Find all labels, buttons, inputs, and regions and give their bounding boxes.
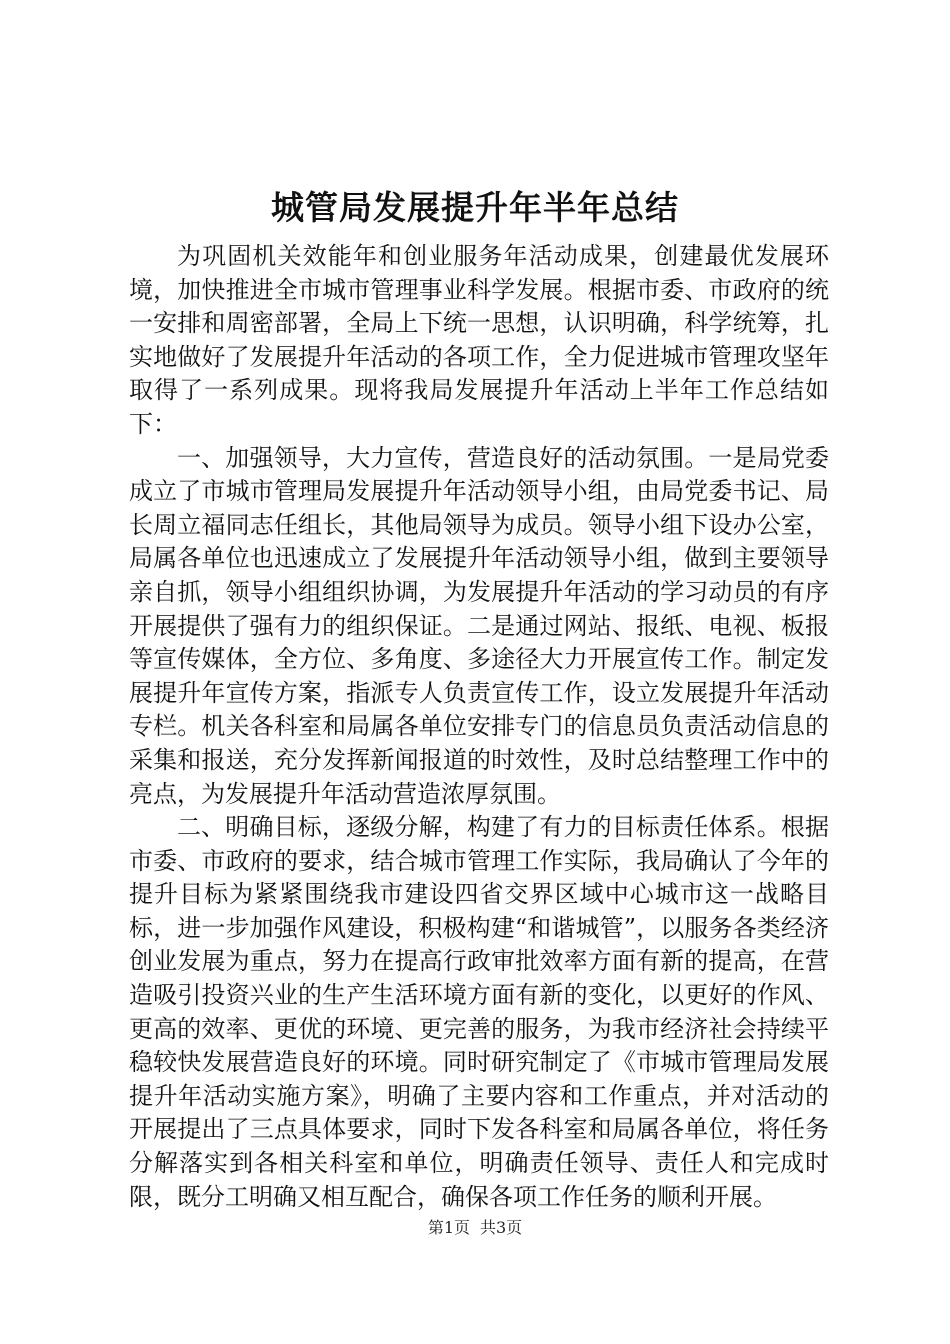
paragraph-section-1: 一、加强领导，大力宣传，营造良好的活动氛围。一是局党委成立了市城市管理局发展提升年活动领导小组，由局党委书记、局长周立福同志任组长，其他局领导为成员。领导小组下设办公室，局属各单位也迅速成立了发展提升年活动领导小组，做到主要领导亲自抓，领导小组组织协调，为发展提升年活动的学习动员的有序开展提供了强有力的组织保证。二是通过网站、报纸、电视、板报等宣传媒体，全方位、多角度、多途径大力开展宣传工作。制定发展提升年宣传方案，指派专人负责宣传工作，设立发展提升年活动专栏。机关各科室和局属各单位安排专门的信息员负责活动信息的采集和报送，充分发挥新闻报道的时效性，及时总结整理工作中的亮点，为发展提升年活动营造浓厚氛围。 <box>129 443 829 808</box>
page-number: 第1页 <box>427 1218 470 1237</box>
document-body <box>129 240 829 1214</box>
paragraph-intro: 为巩固机关效能年和创业服务年活动成果，创建最优发展环境，加快推进全市城市管理事业科学发展。根据市委、市政府的统一安排和周密部署，全局上下统一思想，认识明确，科学统筹，扎实地做好了发展提升年活动的各项工作，全力促进城市管理攻坚年取得了一系列成果。现将我局发展提升年活动上半年工作总结如下： <box>129 242 829 438</box>
document-title: 城管局发展提升年半年总结 <box>271 188 679 227</box>
page-total: 共3页 <box>480 1218 523 1237</box>
paragraph-section-2: 二、明确目标，逐级分解，构建了有力的目标责任体系。根据市委、市政府的要求，结合城市管理工作实际，我局确认了今年的提升目标为紧紧围绕我市建设四省交界区域中心城市这一战略目标，进一步加强作风建设，积极构建“和谐城管”，以服务各类经济创业发展为重点，努力在提高行政审批效率方面有新的提高，在营造吸引投资兴业的生产生活环境方面有新的变化，以更好的作风、更高的效率、更优的环境、更完善的服务，为我市经济社会持续平稳较快发展营造良好的环境。同时研究制定了《市城市管理局发展提升年活动实施方案》，明确了主要内容和工作重点，并对活动的开展提出了三点具体要求，同时下发各科室和局属各单位，将任务分解落实到各相关科室和单位，明确责任领导、责任人和完成时限，既分工明确又相互配合，确保各项工作任务的顺利开展。 <box>129 813 829 1211</box>
page-footer <box>0 1216 950 1240</box>
